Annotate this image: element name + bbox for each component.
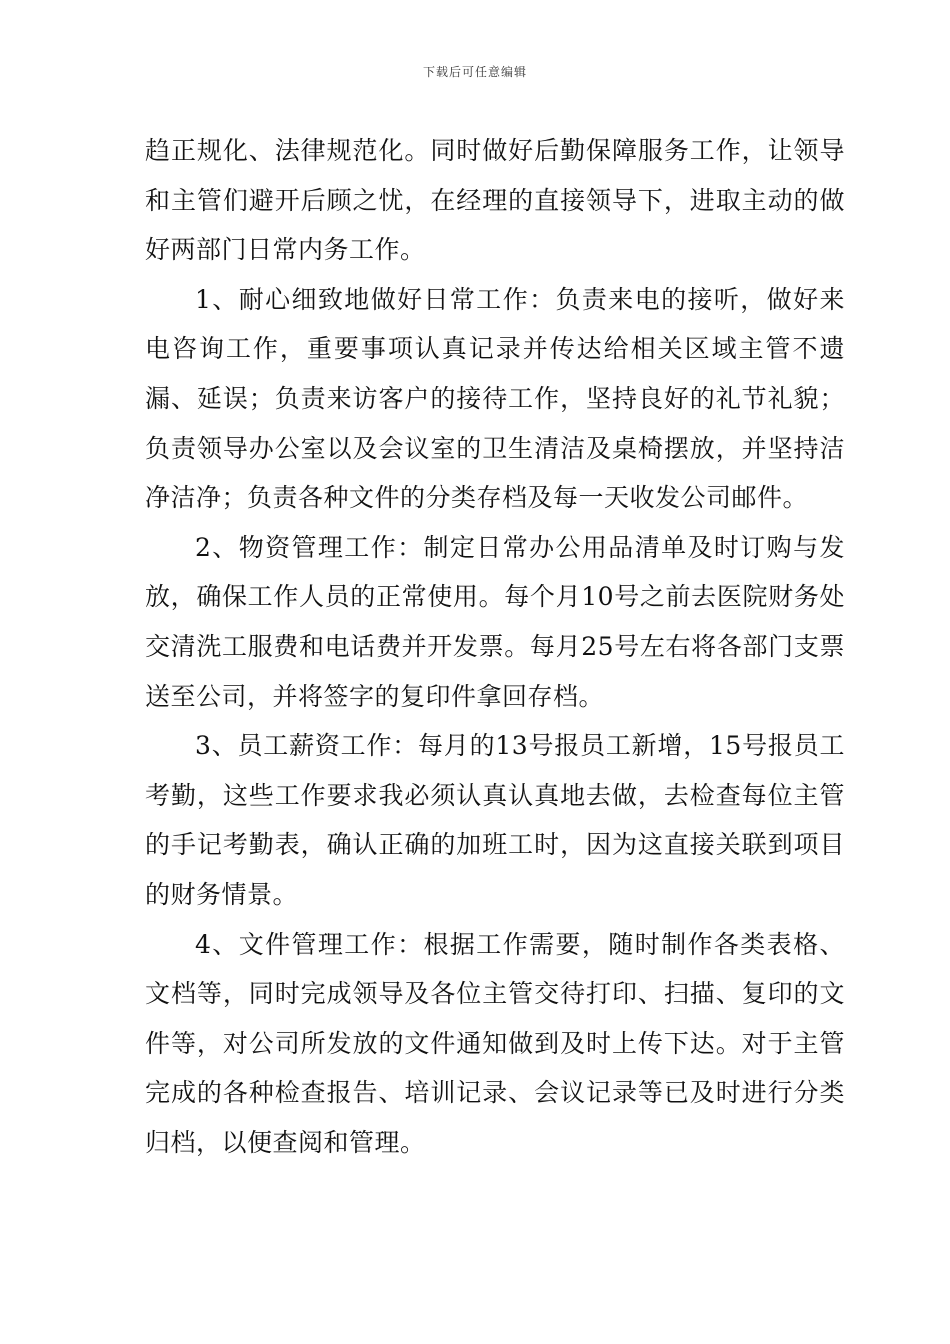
header-note: 下载后可任意编辑 xyxy=(422,65,527,79)
paragraph-item-1: 1、耐心细致地做好日常工作：负责来电的接听，做好来电咨询工作，重要事项认真记录并传达给相关区域主管不遗漏、延误；负责来访客户的接待工作，坚持良好的礼节礼貌；负责领导办公室以及会议室的卫生清洁及桌椅摆放，并坚持洁净洁净；负责各种文件的分类存档及每一天收发公司邮件。 xyxy=(145,284,845,513)
paragraph-item-2: 2、物资管理工作：制定日常办公用品清单及时订购与发放，确保工作人员的正常使用。每个月10号之前去医院财务处交清洗工服费和电话费并开发票。每月25号左右将各部门支票送至公司，并将签字的复印件拿回存档。 xyxy=(145,532,845,711)
paragraph-item-3: 3、员工薪资工作：每月的13号报员工新增，15号报员工考勤，这些工作要求我必须认真认真地去做，去检查每位主管的手记考勤表，确认正确的加班工时，因为这直接关联到项目的财务情景。 xyxy=(145,731,845,909)
document-body xyxy=(145,126,845,1167)
paragraph-item-4: 4、文件管理工作：根据工作需要，随时制作各类表格、文档等，同时完成领导及各位主管交待打印、扫描、复印的文件等，对公司所发放的文件通知做到及时上传下达。对于主管完成的各种检查报告、培训记录、会议记录等已及时进行分类归档，以便查阅和管理。 xyxy=(145,929,845,1157)
paragraph-intro-continuation: 趋正规化、法律规范化。同时做好后勤保障服务工作，让领导和主管们避开后顾之忧，在经理的直接领导下，进取主动的做好两部门日常内务工作。 xyxy=(145,136,845,265)
